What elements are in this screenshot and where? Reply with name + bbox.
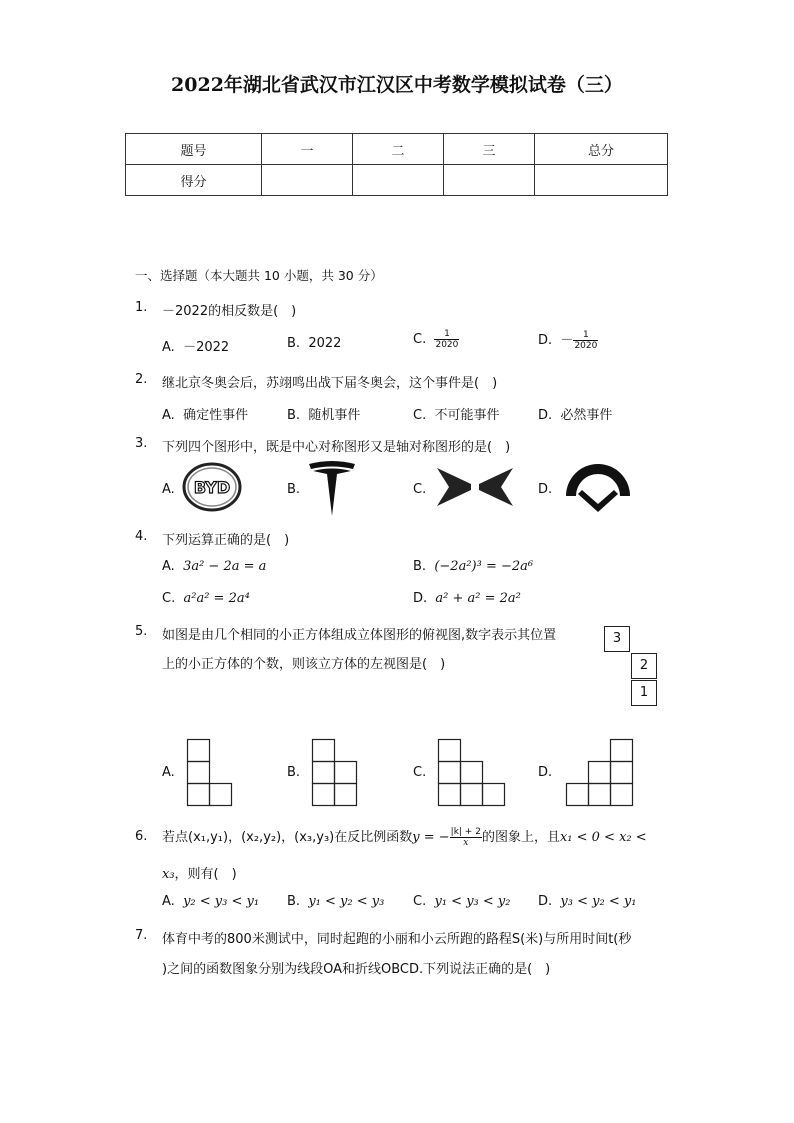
option-c[interactable]: C.	[413, 765, 427, 780]
option-c[interactable]: C.	[413, 482, 427, 497]
option-d[interactable]: D. － $\frac{1}{2020}$	[538, 330, 598, 351]
table-cell[interactable]	[535, 165, 668, 196]
option-text: 2022	[308, 336, 342, 351]
question-number: 7.	[135, 928, 148, 943]
question-text: 继北京冬奥会后，苏翊鸣出战下届冬奥会，这个事件是( )	[162, 376, 498, 391]
option-a[interactable]	[162, 336, 229, 355]
option-a[interactable]: A. 确定性事件	[162, 408, 249, 423]
option-label: A.	[162, 340, 175, 355]
option-d[interactable]: D. 必然事件	[538, 408, 613, 423]
question-text: 如图是由几个相同的小正方体组成立体图形的俯视图,数字表示其位置	[162, 628, 557, 643]
table-cell: 一	[262, 134, 353, 165]
grid-cell: 2	[631, 653, 657, 679]
option-d[interactable]: D. y₃ < y₂ < y₁	[538, 894, 637, 909]
logo-text: BYD	[193, 478, 231, 497]
table-cell[interactable]	[353, 165, 444, 196]
table-cell[interactable]	[444, 165, 535, 196]
table-cell: 二	[353, 134, 444, 165]
table-row	[126, 165, 668, 196]
table-cell: 总分	[535, 134, 668, 165]
left-view-d-icon	[566, 739, 636, 807]
option-b[interactable]	[287, 336, 341, 351]
option-b[interactable]: B. 随机事件	[287, 408, 361, 423]
question-text: 上的小正方体的个数，则该立方体的左视图是( )	[162, 657, 446, 672]
option-label: C.	[413, 332, 427, 347]
fraction: $\frac{1}{2020}$	[574, 330, 598, 351]
question-number: 2.	[135, 372, 148, 387]
left-view-c-icon	[438, 739, 508, 807]
question-number: 5.	[135, 624, 148, 639]
question-text: x₃，则有( )	[162, 867, 237, 882]
option-d[interactable]: D. a² + a² = 2a²	[413, 591, 521, 606]
question-text: －2022的相反数是( )	[162, 304, 297, 319]
question-number: 1.	[135, 300, 148, 315]
tesla-logo-icon	[307, 460, 357, 518]
table-cell: 得分	[126, 165, 262, 196]
option-b[interactable]: B.	[287, 482, 301, 497]
section-heading: 一、选择题（本大题共 10 小题，共 30 分）	[135, 268, 383, 283]
table-row	[126, 134, 668, 165]
option-label: B.	[287, 336, 301, 351]
question-text: 下列运算正确的是( )	[162, 533, 290, 548]
question-number: 6.	[135, 829, 148, 844]
byd-logo-icon	[183, 462, 243, 512]
question-text: 下列四个图形中，既是中心对称图形又是轴对称图形的是( )	[162, 440, 511, 455]
grid-cell: 1	[631, 680, 657, 706]
nio-logo-icon	[562, 460, 634, 514]
option-c[interactable]: C. a²a² = 2a⁴	[162, 591, 250, 606]
question-text: 若点(x₁,y₁)，(x₂,y₂)，(x₃,y₃)在反比例函数y = − $\frac{|k| + 2}{x}$ 的图象上，且x₁ < 0 < x₂ <	[162, 827, 647, 848]
left-view-a-icon	[187, 739, 235, 807]
option-c[interactable]: C. y₁ < y₃ < y₂	[413, 894, 511, 909]
fraction: $\frac{1}{2020}$	[435, 329, 459, 350]
option-b[interactable]: B. y₁ < y₂ < y₃	[287, 894, 385, 909]
question-number: 4.	[135, 529, 148, 544]
option-b[interactable]: B. (−2a²)³ = −2a⁶	[413, 559, 534, 574]
table-cell[interactable]	[262, 165, 353, 196]
question-text: )之间的函数图象分别为线段OA和折线OBCD.下列说法正确的是( )	[162, 962, 551, 977]
option-a[interactable]: A.	[162, 482, 175, 497]
option-label: D.	[538, 333, 553, 348]
option-c[interactable]	[413, 329, 459, 350]
score-table	[125, 133, 668, 196]
grid-cell: 3	[604, 626, 630, 652]
option-text: －2022	[183, 340, 230, 355]
question-number: 3.	[135, 436, 148, 451]
option-d[interactable]: D.	[538, 765, 553, 780]
option-b[interactable]: B.	[287, 765, 301, 780]
page-title: 2022年湖北省武汉市江汉区中考数学模拟试卷（三）	[171, 74, 623, 96]
table-cell: 三	[444, 134, 535, 165]
fraction: $\frac{|k| + 2}{x}$	[450, 827, 481, 848]
left-view-b-icon	[312, 739, 360, 807]
option-a[interactable]: A. y₂ < y₃ < y₁	[162, 894, 260, 909]
question-text: 体育中考的800米测试中，同时起跑的小丽和小云所跑的路程S(米)与所用时间t(秒	[162, 932, 632, 947]
table-cell: 题号	[126, 134, 262, 165]
option-a[interactable]: A. 3a² − 2a = a	[162, 559, 267, 574]
option-a[interactable]: A.	[162, 765, 175, 780]
option-c[interactable]: C. 不可能事件	[413, 408, 500, 423]
option-d[interactable]: D.	[538, 482, 553, 497]
xpeng-logo-icon	[435, 466, 515, 508]
